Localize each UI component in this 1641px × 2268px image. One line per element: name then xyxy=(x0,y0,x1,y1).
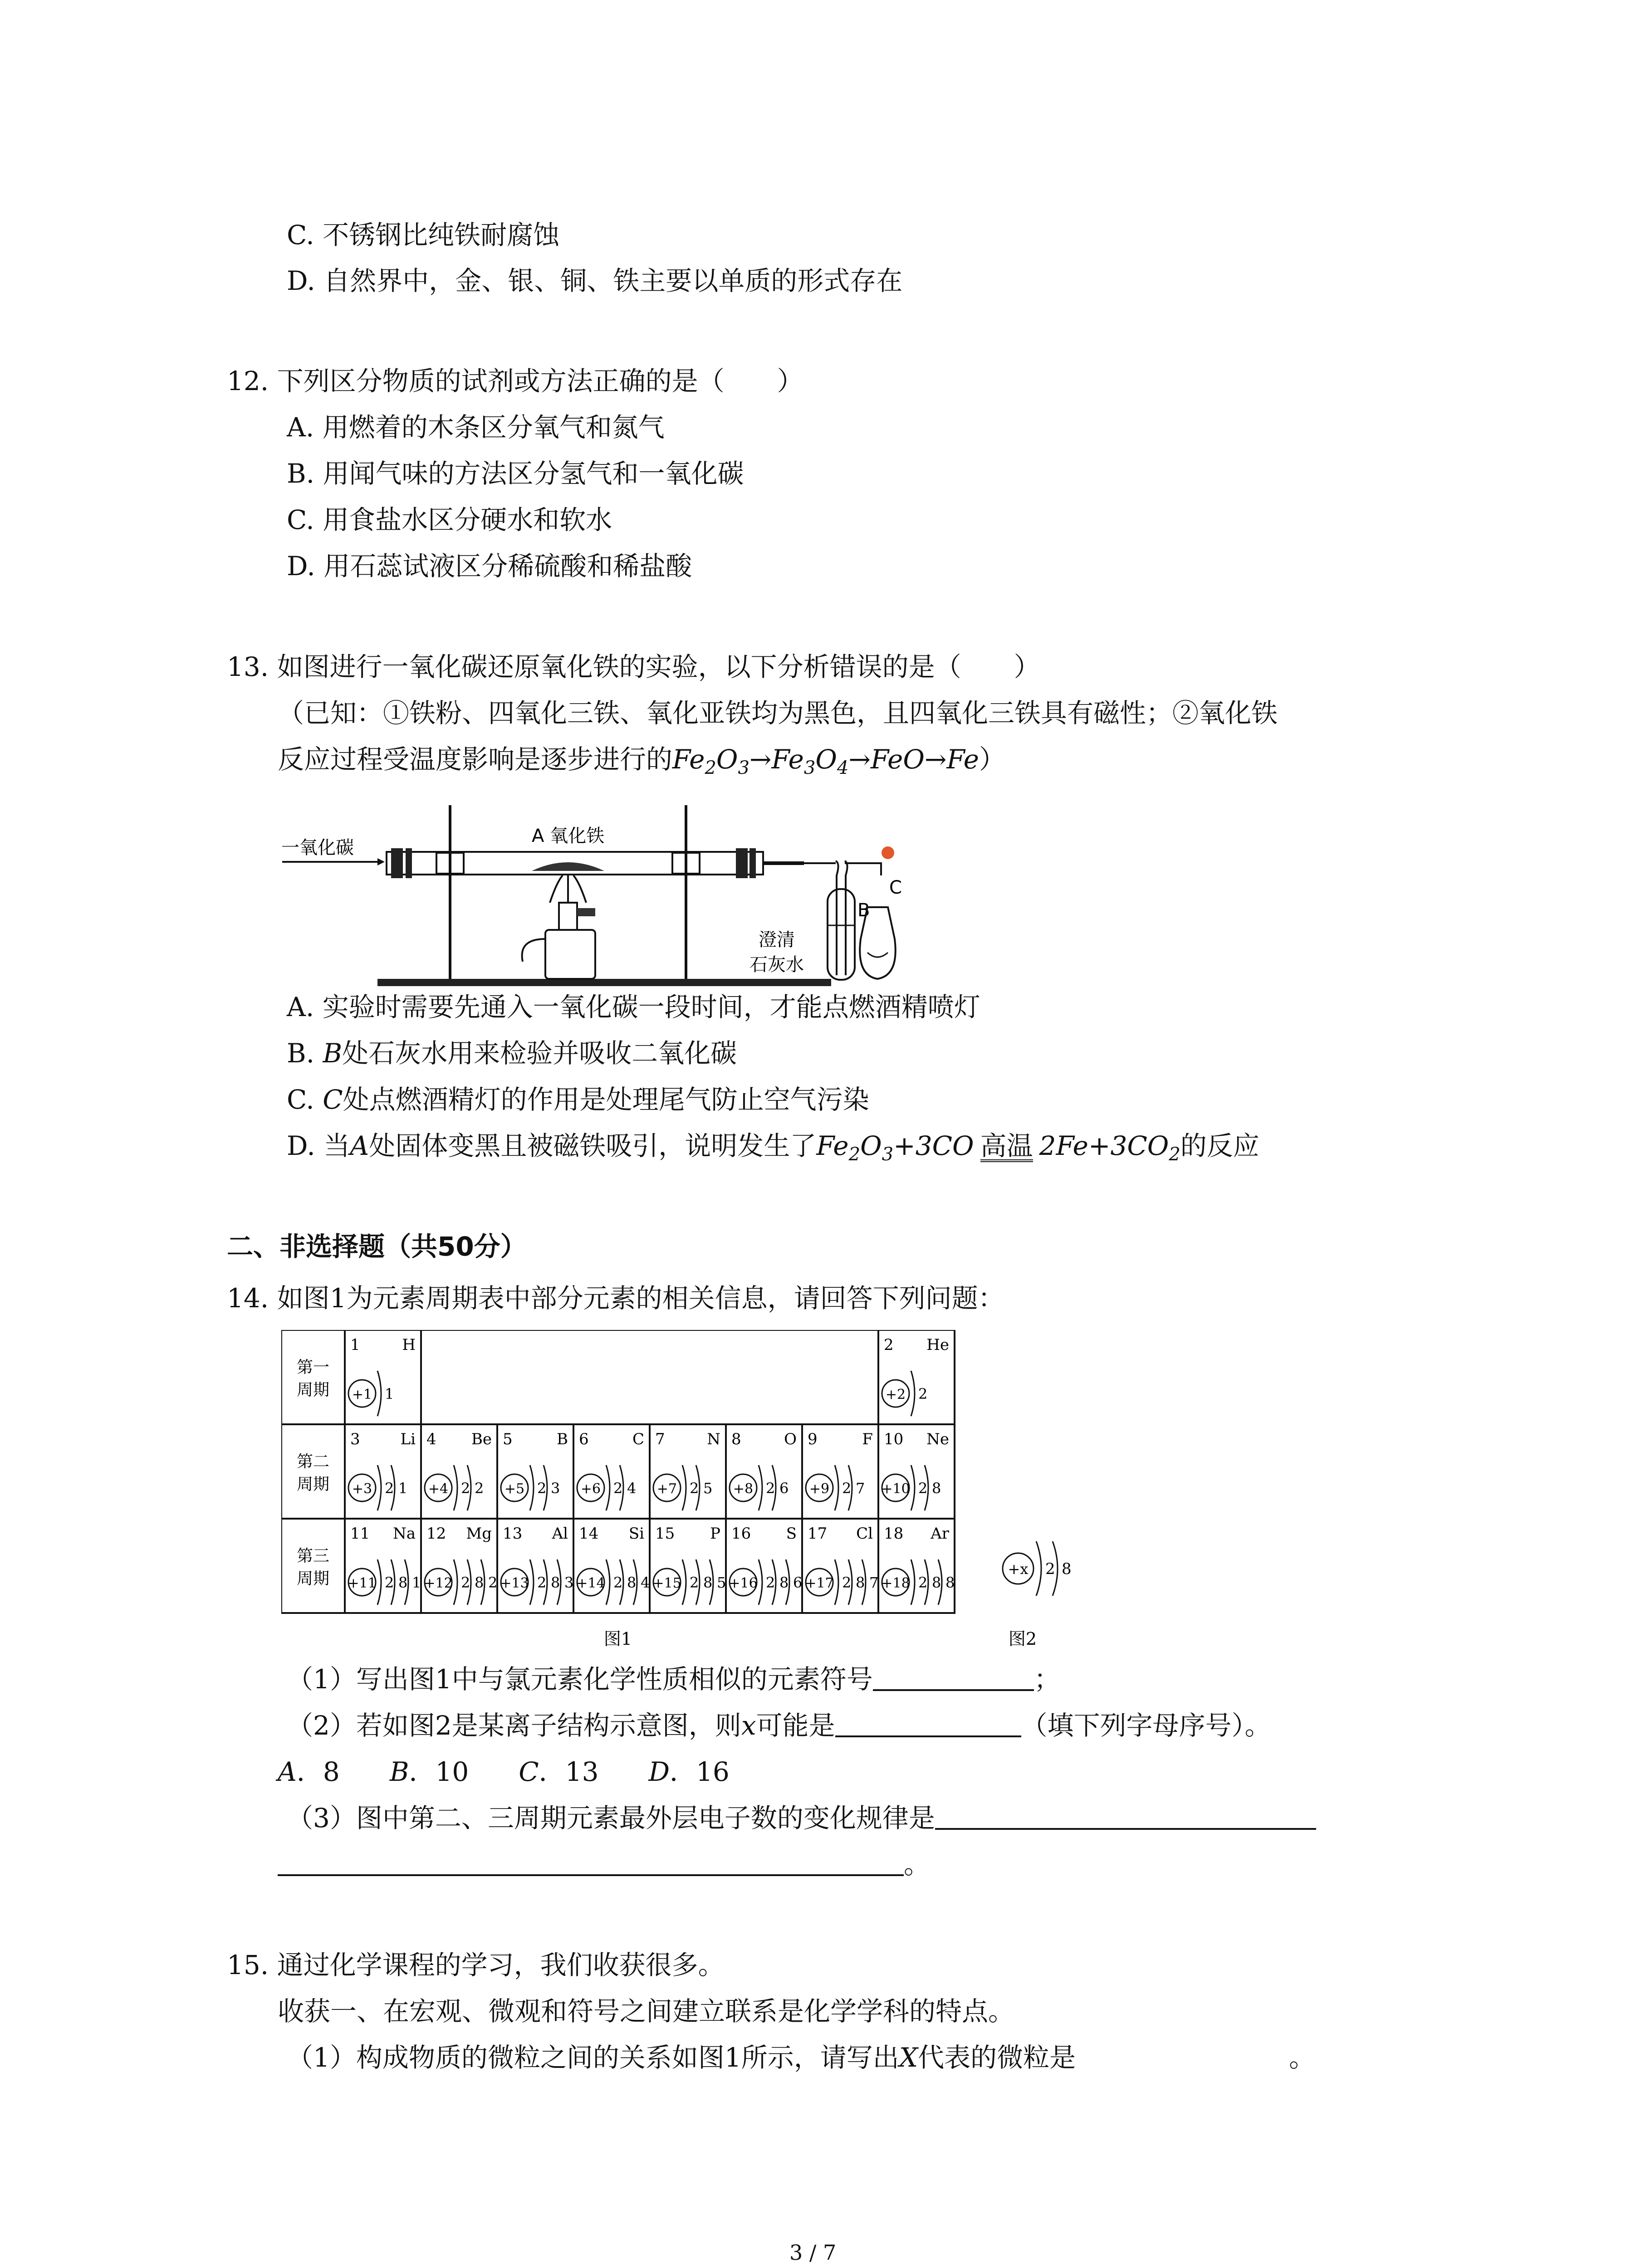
choice-a-value: 8 xyxy=(323,1756,340,1787)
fig1-caption: 图1 xyxy=(603,1629,632,1649)
electron-shell-arc xyxy=(454,1559,457,1605)
atomic-number: 8 xyxy=(731,1430,741,1448)
nuclear-charge: +3 xyxy=(352,1481,372,1497)
fig2-caption: 图2 xyxy=(1008,1629,1037,1649)
q14-part-2-end: （填下列字母序号）。 xyxy=(1021,1710,1271,1741)
nuclear-charge: +5 xyxy=(504,1481,525,1497)
q13-note-line1: （已知：①铁粉、四氧化三铁、氧化亚铁均为黑色，且四氧化三铁具有磁性；②氧化铁 xyxy=(278,698,1278,728)
shell-electron-count: 8 xyxy=(945,1574,955,1591)
electron-shell-arc xyxy=(759,1559,762,1605)
nuclear-charge: +9 xyxy=(809,1481,830,1497)
nuclear-charge: +1 xyxy=(352,1387,372,1403)
q13-option-c-letter: C. xyxy=(287,1084,323,1115)
nuclear-charge: +17 xyxy=(805,1575,834,1591)
atomic-number: 14 xyxy=(579,1525,599,1543)
answer-blank-2[interactable] xyxy=(835,1712,1021,1737)
shell-electron-count: 2 xyxy=(690,1480,699,1497)
reaction-sequence: $Fe_2O_3\to Fe_3O_4\to FeO\to Fe$ xyxy=(672,744,979,778)
shell-electron-count: 2 xyxy=(488,1574,498,1591)
element-symbol: Ne xyxy=(926,1430,949,1448)
element-symbol: Cl xyxy=(856,1525,873,1543)
nuclear-charge: +10 xyxy=(881,1481,910,1497)
nuclear-charge: +18 xyxy=(881,1575,910,1591)
q13-stem: 13. 如图进行一氧化碳还原氧化铁的实验，以下分析错误的是（ ） xyxy=(227,651,1040,682)
atomic-number: 10 xyxy=(884,1430,904,1448)
limewater-label-1: 澄清 xyxy=(759,929,795,950)
q13-option-d-text: 处固体变黑且被磁铁吸引，说明发生了 xyxy=(369,1130,817,1161)
shell-electron-count: 2 xyxy=(766,1574,775,1591)
q11-option-c: C. 不锈钢比纯铁耐腐蚀 xyxy=(287,220,560,250)
tail-gas-flame xyxy=(882,846,894,859)
q14-part-3-text: （3）图中第二、三周期元素最外层电子数的变化规律是 xyxy=(287,1803,935,1833)
shell-electron-count: 8 xyxy=(932,1574,941,1591)
q15-part-1-end: 。 xyxy=(1289,2042,1316,2073)
q12-option-c: C. 用食盐水区分硬水和软水 xyxy=(287,504,612,535)
period-label: 第三 xyxy=(296,1547,330,1565)
fig2-nuclear-charge: +x xyxy=(1008,1560,1029,1578)
atomic-number: 5 xyxy=(503,1430,513,1448)
nuclear-charge: +6 xyxy=(580,1481,601,1497)
shell-electron-count: 5 xyxy=(717,1574,726,1591)
atomic-number: 13 xyxy=(503,1525,523,1543)
c-label: C xyxy=(889,877,902,898)
shell-electron-count: 8 xyxy=(932,1480,941,1497)
q14-part-2-mid: 可能是 xyxy=(756,1710,835,1741)
nuclear-charge: +8 xyxy=(733,1481,754,1497)
atomic-number: 2 xyxy=(884,1336,894,1354)
element-symbol: Be xyxy=(471,1430,492,1448)
shell-electron-count: 2 xyxy=(613,1574,623,1591)
fig2-shell-count: 8 xyxy=(1062,1560,1072,1578)
atomic-number: 4 xyxy=(426,1430,436,1448)
answer-blank-3b[interactable] xyxy=(278,1851,904,1876)
shell-electron-count: 2 xyxy=(918,1385,928,1403)
element-symbol: H xyxy=(402,1336,416,1354)
shell-electron-count: 2 xyxy=(385,1574,394,1591)
atomic-number: 6 xyxy=(579,1430,589,1448)
equation-lhs: $Fe_2O_3+3CO$ xyxy=(816,1130,974,1165)
atomic-number: 17 xyxy=(808,1525,828,1543)
electron-shell-arc xyxy=(530,1465,534,1510)
atomic-number: 3 xyxy=(350,1430,360,1448)
nuclear-charge: +4 xyxy=(428,1481,449,1497)
atomic-number: 15 xyxy=(655,1525,675,1543)
shell-electron-count: 2 xyxy=(842,1480,852,1497)
q13-note-text: 反应过程受温度影响是逐步进行的 xyxy=(278,744,673,775)
electron-shell-arc xyxy=(911,1371,915,1416)
shell-electron-count: 5 xyxy=(703,1480,713,1497)
q14-part-1-end: ； xyxy=(1034,1664,1060,1695)
page-number: 3 / 7 xyxy=(789,2240,837,2265)
q12-option-b: B. 用闻气味的方法区分氢气和一氧化碳 xyxy=(287,458,744,489)
element-symbol: S xyxy=(786,1525,797,1543)
shell-electron-count: 2 xyxy=(537,1574,547,1591)
element-symbol: Na xyxy=(392,1525,416,1543)
fig2-shell-arc xyxy=(1036,1541,1041,1596)
shell-electron-count: 6 xyxy=(779,1480,789,1497)
q14-stem: 14. 如图1为元素周期表中部分元素的相关信息，请回答下列问题： xyxy=(227,1283,1004,1314)
element-symbol: P xyxy=(710,1525,720,1543)
q14-part-1-text: （1）写出图1中与氯元素化学性质相似的元素符号 xyxy=(287,1664,873,1695)
shell-electron-count: 1 xyxy=(412,1574,421,1591)
shell-electron-count: 4 xyxy=(641,1574,650,1591)
atomic-number: 18 xyxy=(884,1525,904,1543)
q14-choices: A．8 B．10 C．13 D．16 xyxy=(278,1756,730,1787)
element-symbol: Ar xyxy=(931,1525,949,1543)
choice-d-letter: D xyxy=(648,1756,670,1787)
electron-shell-arc xyxy=(911,1465,915,1510)
electron-shell-arc xyxy=(835,1559,838,1605)
alcohol-blast-lamp xyxy=(545,930,595,979)
shell-electron-count: 8 xyxy=(475,1574,484,1591)
period-label-cell xyxy=(281,1424,345,1519)
q15-part-1-text: （1）构成物质的微粒之间的关系如图1所示，请写出 xyxy=(287,2042,899,2073)
shell-electron-count: 2 xyxy=(461,1574,470,1591)
element-symbol: Si xyxy=(628,1525,644,1543)
q13-option-c xyxy=(287,1083,869,1116)
choice-c-letter: C xyxy=(519,1756,539,1787)
periodic-table-figure xyxy=(281,1330,1098,1657)
q13-option-c-text: 处点燃酒精灯的作用是处理尾气防止空气污染 xyxy=(343,1084,869,1115)
electron-shell-arc xyxy=(606,1559,610,1605)
shell-electron-count: 8 xyxy=(856,1574,865,1591)
shell-electron-count: 3 xyxy=(564,1574,574,1591)
nuclear-charge: +2 xyxy=(885,1387,906,1403)
q14-part-3 xyxy=(287,1802,1316,1834)
q14-part-1 xyxy=(287,1663,1060,1696)
q13-var-a: A xyxy=(350,1130,369,1161)
electron-shell-arc xyxy=(682,1465,686,1510)
choice-b-value: 10 xyxy=(435,1756,469,1787)
electron-shell-arc xyxy=(377,1465,381,1510)
shell-electron-count: 1 xyxy=(385,1385,394,1403)
nuclear-charge: +11 xyxy=(348,1575,377,1591)
period-label: 周期 xyxy=(296,1475,330,1494)
element-symbol: N xyxy=(707,1430,720,1448)
q13-option-b xyxy=(287,1037,737,1070)
shell-electron-count: 7 xyxy=(869,1574,879,1591)
shell-electron-count: 2 xyxy=(475,1480,484,1497)
atomic-number: 16 xyxy=(731,1525,751,1543)
a-oxide-label: A 氧化铁 xyxy=(532,826,605,846)
co-label: 一氧化碳 xyxy=(281,837,354,858)
period-label-cell xyxy=(281,1519,345,1613)
equation-rhs: $2Fe+3CO_2$ xyxy=(1039,1130,1181,1165)
shell-electron-count: 8 xyxy=(779,1574,789,1591)
q13-option-d-lead: D. 当 xyxy=(287,1130,350,1161)
q13-option-b-letter: B. xyxy=(287,1038,323,1069)
element-symbol: Li xyxy=(400,1430,416,1448)
q14-part-3-cont xyxy=(278,1848,930,1881)
q13-option-b-text: 处石灰水用来检验并吸收二氧化碳 xyxy=(342,1038,737,1069)
shell-electron-count: 2 xyxy=(385,1480,394,1497)
q13-note-line2 xyxy=(278,743,1005,784)
shell-electron-count: 2 xyxy=(690,1574,699,1591)
electron-shell-arc xyxy=(606,1465,610,1510)
electron-shell-arc xyxy=(377,1371,381,1416)
fig2-shell-count: 2 xyxy=(1045,1560,1055,1578)
q13-option-d xyxy=(287,1129,1259,1171)
atomic-number: 9 xyxy=(808,1430,818,1448)
atomic-number: 12 xyxy=(426,1525,446,1543)
limewater-test-tube xyxy=(828,889,855,980)
q11-option-d: D. 自然界中，金、银、铜、铁主要以单质的形式存在 xyxy=(287,265,903,296)
answer-blank-1[interactable] xyxy=(873,1666,1034,1691)
electron-shell-arc xyxy=(454,1465,457,1510)
nuclear-charge: +12 xyxy=(424,1575,453,1591)
period-label: 周期 xyxy=(296,1569,330,1588)
q14-part-3-end: 。 xyxy=(904,1849,931,1880)
shell-electron-count: 2 xyxy=(613,1480,623,1497)
shell-electron-count: 2 xyxy=(842,1574,852,1591)
nuclear-charge: +16 xyxy=(729,1575,758,1591)
element-symbol: F xyxy=(862,1430,873,1448)
q13-note-close: ） xyxy=(979,744,1005,775)
shell-electron-count: 1 xyxy=(398,1480,408,1497)
electron-shell-arc xyxy=(835,1465,838,1510)
electron-shell-arc xyxy=(759,1465,762,1510)
atomic-number: 1 xyxy=(350,1336,360,1354)
q13-option-a: A. 实验时需要先通入一氧化碳一段时间，才能点燃酒精喷灯 xyxy=(287,992,980,1022)
shell-electron-count: 8 xyxy=(398,1574,408,1591)
q12-stem: 12. 下列区分物质的试剂或方法正确的是（ ） xyxy=(227,366,803,396)
q13-var-c: C xyxy=(323,1084,343,1115)
element-symbol: Al xyxy=(552,1525,568,1543)
shell-electron-count: 7 xyxy=(856,1480,865,1497)
q14-var-x: x xyxy=(741,1710,756,1741)
limewater-label-2: 石灰水 xyxy=(749,954,804,975)
nuclear-charge: +14 xyxy=(576,1575,605,1591)
alcohol-lamp xyxy=(860,907,895,979)
q15-var-x: X xyxy=(899,2042,918,2073)
element-symbol: He xyxy=(926,1336,949,1354)
shell-electron-count: 2 xyxy=(918,1480,928,1497)
element-symbol: B xyxy=(557,1430,568,1448)
nuclear-charge: +15 xyxy=(652,1575,681,1591)
q15-line-2: 收获一、在宏观、微观和符号之间建立联系是化学学科的特点。 xyxy=(278,1996,1015,2027)
section-2-title: 二、非选择题（共50分） xyxy=(227,1231,527,1262)
shell-electron-count: 2 xyxy=(537,1480,547,1497)
element-symbol: C xyxy=(632,1430,644,1448)
choice-a-letter: A xyxy=(278,1756,297,1787)
nuclear-charge: +7 xyxy=(656,1481,677,1497)
q15-part-1 xyxy=(287,2041,1315,2074)
b-label: B xyxy=(857,900,870,921)
q13-var-b: B xyxy=(323,1038,343,1069)
atomic-number: 11 xyxy=(350,1525,370,1543)
atomic-number: 7 xyxy=(655,1430,665,1448)
shell-electron-count: 3 xyxy=(551,1480,560,1497)
period-label: 第一 xyxy=(296,1358,330,1377)
q14-part-2-lead: （2）若如图2是某离子结构示意图，则 xyxy=(287,1710,741,1741)
electron-shell-arc xyxy=(530,1559,534,1605)
choice-b-letter: B xyxy=(389,1756,409,1787)
choice-c-value: 13 xyxy=(565,1756,599,1787)
shell-electron-count: 6 xyxy=(793,1574,803,1591)
q15-part-1-mid: 代表的微粒是 xyxy=(918,2042,1076,2073)
shell-electron-count: 2 xyxy=(766,1480,775,1497)
shell-electron-count: 8 xyxy=(551,1574,560,1591)
reaction-condition: 高温 xyxy=(980,1130,1033,1161)
period-label-cell xyxy=(281,1330,345,1424)
period-label: 第二 xyxy=(296,1452,330,1471)
shell-electron-count: 2 xyxy=(918,1574,928,1591)
co-reduction-apparatus-figure xyxy=(278,803,904,998)
electron-shell-arc xyxy=(377,1559,381,1605)
q12-option-d: D. 用石蕊试液区分稀硫酸和稀盐酸 xyxy=(287,551,692,582)
q12-option-a: A. 用燃着的木条区分氧气和氮气 xyxy=(287,412,665,443)
shell-electron-count: 8 xyxy=(627,1574,637,1591)
period-label: 周期 xyxy=(296,1381,330,1399)
iron-oxide-sample xyxy=(532,862,604,871)
electron-shell-arc xyxy=(911,1559,915,1605)
q13-option-d-end: 的反应 xyxy=(1180,1130,1259,1161)
element-symbol: O xyxy=(784,1430,797,1448)
nuclear-charge: +13 xyxy=(500,1575,529,1591)
shell-electron-count: 8 xyxy=(703,1574,713,1591)
shell-electron-count: 4 xyxy=(627,1480,637,1497)
shell-electron-count: 2 xyxy=(461,1480,470,1497)
choice-d-value: 16 xyxy=(696,1756,730,1787)
q15-stem: 15. 通过化学课程的学习，我们收获很多。 xyxy=(227,1950,725,1980)
element-symbol: Mg xyxy=(466,1525,492,1543)
q14-part-2 xyxy=(287,1709,1271,1742)
electron-shell-arc xyxy=(682,1559,686,1605)
answer-blank-3a[interactable] xyxy=(935,1804,1316,1830)
